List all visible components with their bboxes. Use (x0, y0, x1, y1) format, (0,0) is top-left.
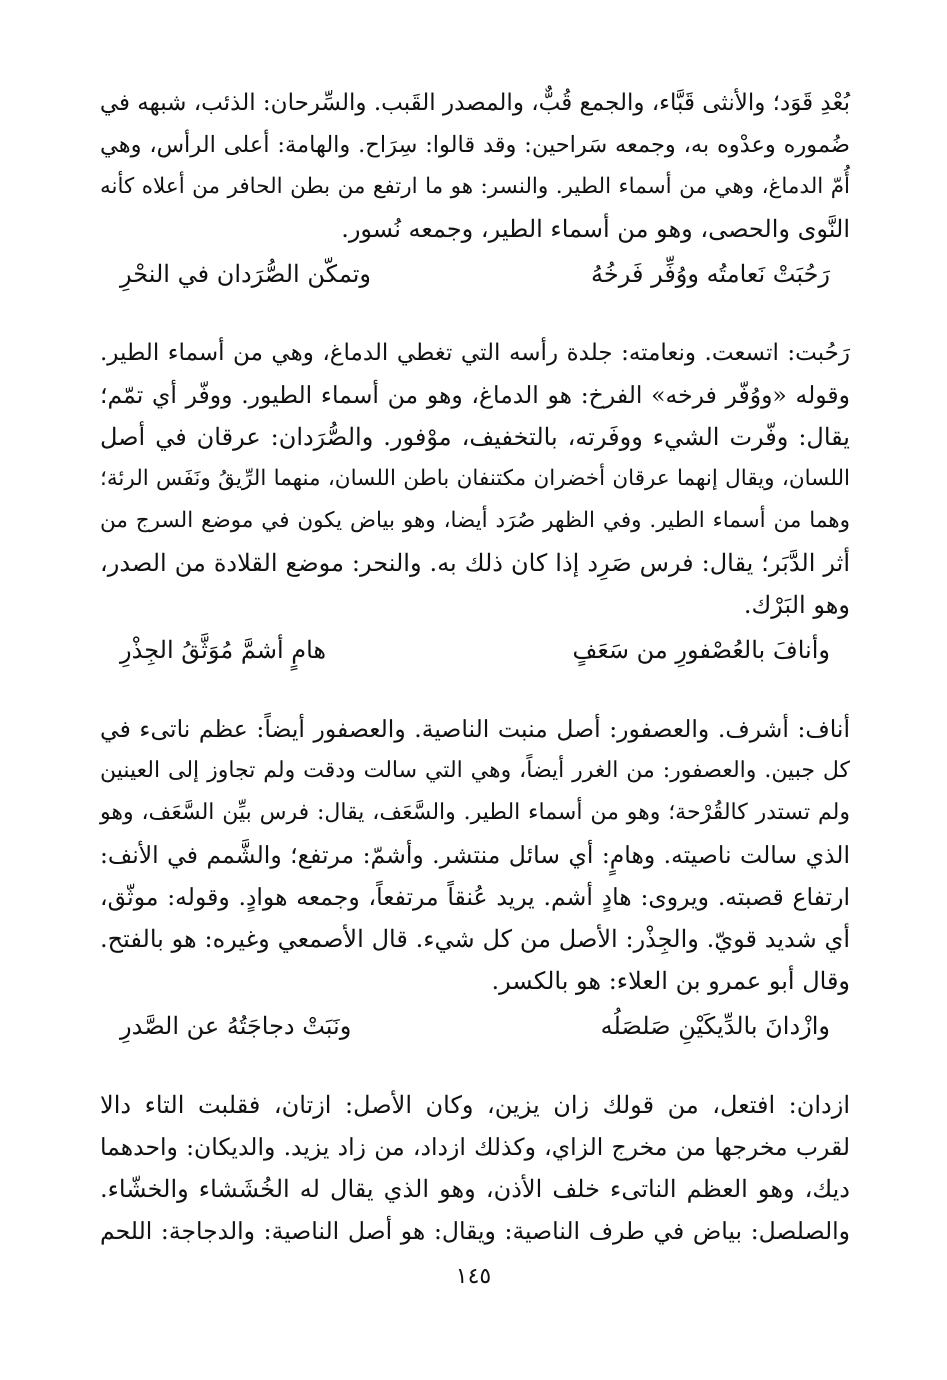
text-line: بُعْدِ قَوَد؛ والأنثى قَبَّاء، والجمع قُبٌّ، والمصدر القَبب. والسِّرحان: الذئب، شبهه في (99, 90, 850, 116)
text-line: وقال أبو عمرو بن العلاء: هو بالكسر. (491, 967, 850, 995)
poem-verse-2 (120, 630, 830, 670)
poem-verse-3 (120, 1006, 830, 1046)
text-line: لقرب مخرجها من مخرج الزاي، وكذلك ازداد، من زاد يزيد. والديكان: واحدهما (100, 1133, 850, 1161)
text-line: ضُموره وعدْوه به، وجمعه سَراحين: وقد قالوا: سِرَاح. والهامة: أعلى الرأس، وهي (100, 132, 850, 158)
text-line: ديك، وهو العظم الناتىء خلف الأذن، وهو الذي يقال له الخُشَشاء والخشّاء. (100, 1175, 850, 1203)
text-line: يقال: وفّرت الشيء ووفَرته، بالتخفيف، موْفور. والصُّرَدان: عرقان في أصل (100, 423, 850, 451)
verse-first-hemistich: وازْدانَ بالدِّيكَيْنِ صَلصَلُه (600, 1012, 830, 1040)
verse-first-hemistich: وأنافَ بالعُصْفورِ من سَعَفٍ (572, 636, 830, 664)
text-line: وهو البَرْك. (743, 591, 850, 619)
text-line: أثر الدَّبَر؛ يقال: فرس صَرِد إذا كان ذلك به. والنحر: موضع القلادة من الصدر، (100, 549, 850, 577)
text-line: وهما من أسماء الطير. وفي الظهر صُرَد أيضا، وهو بياض يكون في موضع السرج من (100, 508, 850, 533)
commentary-paragraph-3 (100, 708, 850, 1002)
page-number: ١٤٥ (455, 1264, 492, 1289)
text-line: رَحُبت: اتسعت. ونعامته: جلدة رأسه التي تغطي الدماغ، وهي من أسماء الطير. (100, 340, 850, 366)
verse-second-hemistich: هامٍ أشمَّ مُوَثَّقُ الجِذْرِ (120, 636, 327, 664)
text-line: أناف: أشرف. والعصفور: أصل منبت الناصية. والعصفور أيضاً: عظم ناتىء في (100, 715, 850, 743)
text-line: ارتفاع قصبته. ويروى: هادٍ أشم. يريد عُنقاً مرتفعاً، وجمعه هوادٍ. وقوله: موثّق، (100, 883, 850, 911)
text-line: أُمّ الدماغ، وهي من أسماء الطير. والنسر: هو ما ارتفع من بطن الحافر من أعلاه كأنه (100, 174, 850, 199)
text-line: وقوله «ووُفّر فرخه» الفرخ: هو الدماغ، وهو من أسماء الطيور. ووفّر أي تمّم؛ (100, 381, 850, 409)
commentary-paragraph-2 (100, 332, 850, 626)
page-body (100, 82, 850, 1252)
verse-second-hemistich: ونَبَتْ دجاجَتُهُ عن الصَّدرِ (120, 1012, 352, 1040)
text-line: أي شديد قويّ. والجِذْر: الأصل من كل شيء. قال الأصمعي وغيره: هو بالفتح. (100, 925, 850, 953)
verse-second-hemistich: وتمكّن الصُّرَدان في النحْرِ (120, 260, 372, 288)
text-line: اللسان، ويقال إنهما عرقان أخضران مكتنفان باطن اللسان، منهما الرِّيقُ ونَفَس الرئة؛ (100, 466, 850, 491)
verse-first-hemistich: رَحُبَتْ نَعامتُه ووُفِّر فَرخُهُ (591, 260, 830, 288)
commentary-paragraph-4 (100, 1084, 850, 1252)
text-line: النَّوى والحصى، وهو من أسماء الطير، وجمعه نُسور. (341, 215, 850, 243)
text-line: ولم تستدر كالقُرْحة؛ وهو من أسماء الطير. والسَّعَف، يقال: فرس بيِّن السَّعَف، وهو (100, 800, 850, 825)
text-line: ازدان: افتعل، من قولك زان يزين، وكان الأصل: ازتان، فقلبت التاء دالا (100, 1091, 850, 1119)
text-line: كل جبين. والعصفور: من الغرر أيضاً، وهي التي سالت ودقت ولم تجاوز إلى العينين (100, 758, 850, 783)
text-line: والصلصل: بياض في طرف الناصية: ويقال: هو أصل الناصية: والدجاجة: اللحم (100, 1217, 850, 1245)
commentary-paragraph-1 (100, 82, 850, 250)
poem-verse-1 (120, 254, 830, 294)
text-line: الذي سالت ناصيته. وهامٍ: أي سائل منتشر. وأشمّ: مرتفع؛ والشَّمم في الأنف: (100, 841, 850, 869)
